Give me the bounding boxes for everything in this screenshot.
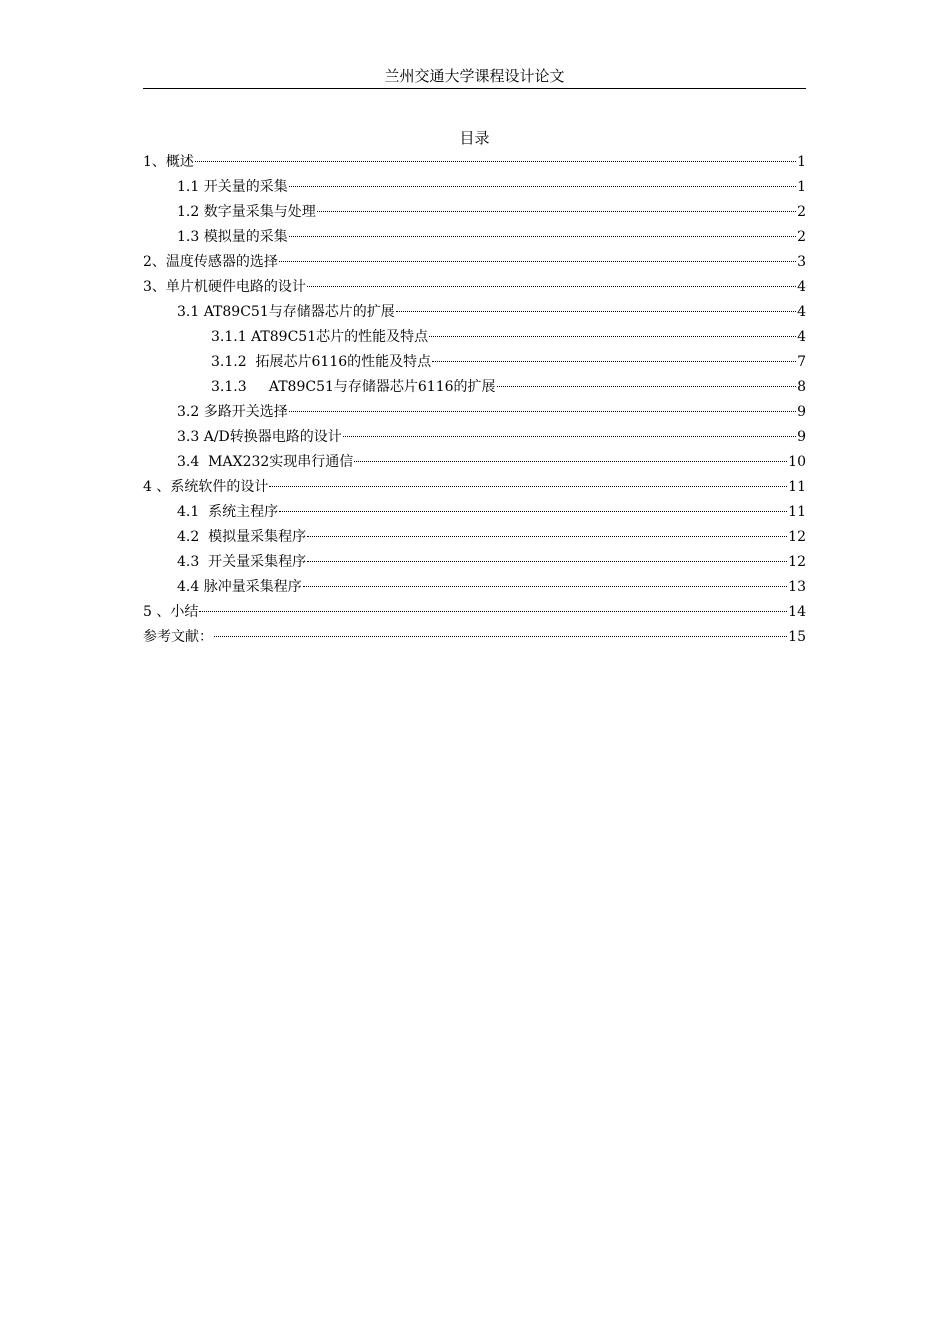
- toc-entry[interactable]: [143, 277, 806, 302]
- toc-entry-page-number: 12: [788, 554, 806, 570]
- toc-entry[interactable]: [143, 577, 806, 602]
- page-header: 兰州交通大学课程设计论文: [384, 67, 565, 85]
- toc-entry[interactable]: [143, 452, 806, 477]
- toc-dot-leader: [195, 161, 796, 162]
- toc-entry[interactable]: [143, 327, 806, 352]
- toc-entry-page-number: 2: [797, 204, 806, 220]
- toc-entry-label: 3.1.1 AT89C51芯片的性能及特点: [211, 329, 429, 345]
- toc-entry[interactable]: [143, 302, 806, 327]
- toc-dot-leader: [307, 286, 796, 287]
- toc-dot-leader: [354, 461, 787, 462]
- toc-dot-leader: [343, 436, 796, 437]
- toc-entry-page-number: 9: [797, 429, 806, 445]
- toc-entry-page-number: 12: [788, 529, 806, 545]
- toc-dot-leader: [279, 261, 796, 262]
- toc-dot-leader: [307, 561, 787, 562]
- toc-entry-page-number: 14: [788, 604, 806, 620]
- toc-entry[interactable]: [143, 627, 806, 652]
- toc-entry-label: 2、温度传感器的选择: [143, 254, 278, 270]
- toc-entry[interactable]: [143, 477, 806, 502]
- toc-entry-label: 3.3 A/D转换器电路的设计: [177, 429, 342, 445]
- toc-dot-leader: [307, 536, 787, 537]
- toc-entry-page-number: 15: [788, 629, 806, 645]
- toc-entry-label: 1、概述: [143, 154, 194, 170]
- toc-dot-leader: [269, 486, 787, 487]
- toc-entry-label: 1.3 模拟量的采集: [177, 229, 288, 245]
- toc-entry-page-number: 10: [788, 454, 806, 470]
- toc-entry[interactable]: [143, 152, 806, 177]
- toc-entry-page-number: 9: [797, 404, 806, 420]
- toc-entry-label: 3.2 多路开关选择: [177, 404, 288, 420]
- toc-entry[interactable]: [143, 402, 806, 427]
- toc-entry-label: 5 、小结: [143, 604, 199, 620]
- toc-dot-leader: [432, 361, 796, 362]
- toc-entry-label: 3.1 AT89C51与存储器芯片的扩展: [177, 304, 395, 320]
- toc-entry-label: 3、单片机硬件电路的设计: [143, 279, 306, 295]
- toc-entry[interactable]: [143, 252, 806, 277]
- toc-entry-label: 参考文献：: [143, 629, 213, 645]
- toc-entry-label: 4.1 系统主程序: [177, 504, 279, 520]
- toc-entry-page-number: 4: [797, 304, 806, 320]
- toc-entry-page-number: 2: [797, 229, 806, 245]
- toc-entry-label: 1.2 数字量采集与处理: [177, 204, 316, 220]
- toc-dot-leader: [199, 611, 787, 612]
- toc-entry-label: 3.1.2 拓展芯片6116的性能及特点: [211, 354, 432, 370]
- toc-entry[interactable]: [143, 227, 806, 252]
- toc-entry[interactable]: [143, 427, 806, 452]
- toc-entry-page-number: 3: [797, 254, 806, 270]
- toc-entry-label: 3.4 MAX232实现串行通信: [177, 454, 354, 470]
- toc-entry-page-number: 1: [797, 154, 806, 170]
- toc-entry-label: 4.2 模拟量采集程序: [177, 529, 307, 545]
- toc-entry[interactable]: [143, 527, 806, 552]
- toc-entry[interactable]: [143, 377, 806, 402]
- toc-entry-page-number: 13: [788, 579, 806, 595]
- toc-entry-label: 4.3 开关量采集程序: [177, 554, 307, 570]
- toc-entry-label: 3.1.3 AT89C51与存储器芯片6116的扩展: [211, 379, 496, 395]
- toc-entry[interactable]: [143, 177, 806, 202]
- toc-entry-page-number: 4: [797, 329, 806, 345]
- toc-entry-page-number: 4: [797, 279, 806, 295]
- toc-dot-leader: [214, 636, 787, 637]
- toc-entry-label: 4.4 脉冲量采集程序: [177, 579, 302, 595]
- toc-entry-label: 4 、系统软件的设计: [143, 479, 269, 495]
- toc-dot-leader: [317, 211, 796, 212]
- toc-dot-leader: [396, 311, 796, 312]
- toc-entry[interactable]: [143, 552, 806, 577]
- toc-dot-leader: [279, 511, 787, 512]
- toc-dot-leader: [289, 411, 796, 412]
- toc-entry-page-number: 1: [797, 179, 806, 195]
- toc-entry-label: 1.1 开关量的采集: [177, 179, 288, 195]
- header-rule: [143, 88, 806, 89]
- toc-entry-page-number: 11: [788, 504, 806, 520]
- toc-entry[interactable]: [143, 602, 806, 627]
- toc-entry[interactable]: [143, 352, 806, 377]
- toc-entry-page-number: 11: [788, 479, 806, 495]
- toc-entry[interactable]: [143, 202, 806, 227]
- table-of-contents: [143, 152, 806, 652]
- toc-dot-leader: [289, 236, 796, 237]
- toc-entry-page-number: 7: [797, 354, 806, 370]
- toc-entry[interactable]: [143, 502, 806, 527]
- toc-dot-leader: [429, 336, 796, 337]
- toc-entry-page-number: 8: [797, 379, 806, 395]
- toc-dot-leader: [303, 586, 787, 587]
- toc-title: 目录: [459, 129, 490, 147]
- toc-dot-leader: [497, 386, 797, 387]
- toc-dot-leader: [289, 186, 796, 187]
